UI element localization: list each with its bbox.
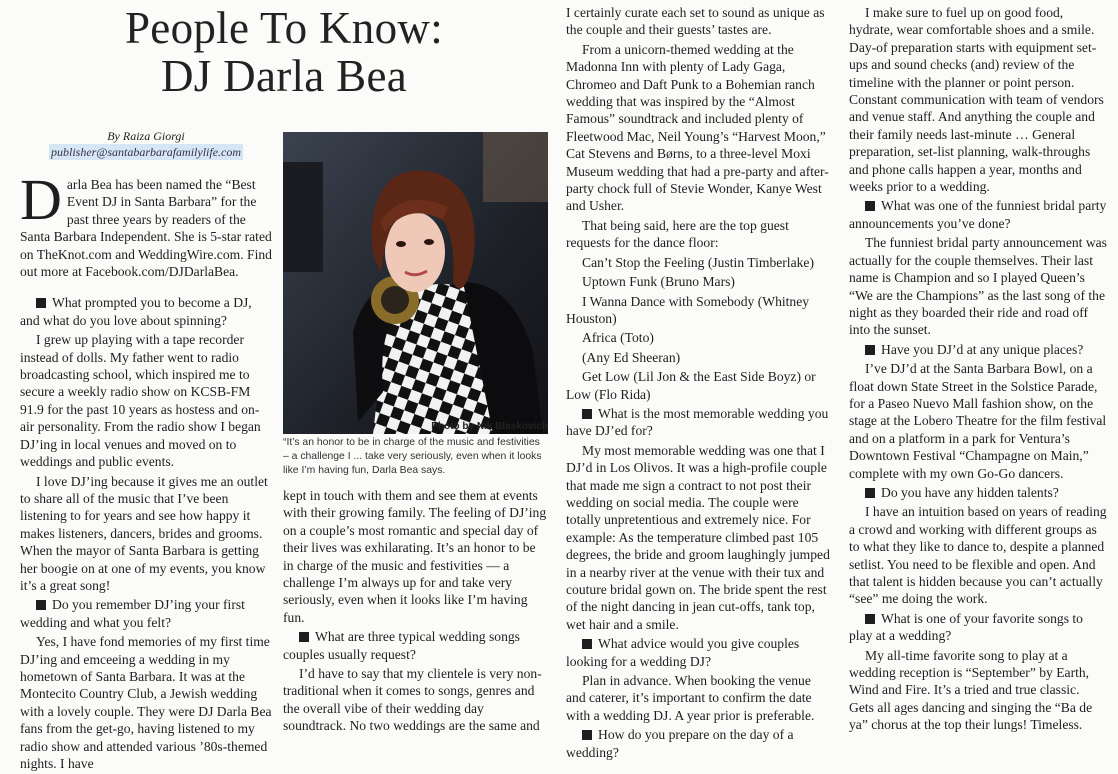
question-7 — [849, 197, 1107, 232]
question-text: What was one of the funniest bridal party announcements you’ve done? — [849, 198, 1107, 231]
answer-3a: I’d have to say that my clientele is very non-traditional when it comes to songs, genres and the overall vibe of their wedding day soundtrack. No two weddings are the same and — [283, 666, 542, 734]
square-bullet-icon — [865, 614, 875, 624]
question-3 — [283, 628, 548, 663]
column-3 — [566, 4, 830, 763]
darla-bea-photo — [283, 132, 548, 434]
answer-6: I make sure to fuel up on good food, hydrate, wear comfortable shoes and a smile. Day-of preparation starts with equipment set-ups and sound checks (and) review of the timeline with the planner or point person. Constant communication with team of vendors and venue staff. And anything the couple and their family needs last-minute … General preparation, set-list planning, walk-throughs and phone calls happen a year, months and weeks prior to a wedding. — [849, 5, 1104, 195]
square-bullet-icon — [582, 409, 592, 419]
answer-3c: From a unicorn-themed wedding at the Madonna Inn with plenty of Lady Gaga, Chromeo and Daft Punk to a Bohemian ranch wedding that was inspired by the “Almost Famous” soundtrack and included plenty of Fleetwood Mac, Neil Young’s “Harvest Moon,” Cat Stevens and Børns, to a three-level Moxi Museum wedding that had a pre-party and after-party chock full of Stevie Wonder, Kanye West and Usher. — [566, 41, 829, 214]
answer-8: I’ve DJ’d at the Santa Barbara Bowl, on a float down State Street in the Solstice Parade, for a Paseo Nuevo Mall fashion show, on the stage at the Lobero Theatre for the film festival and on a platform in a park for Ventura’s Downtown Festival “Champagne on Main,” complete with my own Go-Go dancers. — [849, 361, 1107, 481]
answer-3d: That being said, here are the top guest requests for the dance floor: — [566, 217, 789, 251]
portrait-illustration — [283, 132, 548, 434]
square-bullet-icon — [865, 488, 875, 498]
answer-1b: I love DJ’ing because it gives me an outlet to share all of the music that I’ve been listening to for years and see how happy it makes listeners, dancers, brides and grooms. When the mayor of Santa Barbara is getting her boogie on at one of my events, you know it’s a great song! — [20, 473, 268, 593]
byline: By Raiza Giorgi — [107, 129, 185, 143]
intro-text: arla Bea has been named the “Best Event DJ in Santa Barbara” for the past three years by readers of the Santa Barbara Independent. She is 5-star rated on TheKnot.com and WeddingWire.com. Find out more at Facebook.com/DJDarlaBea. — [20, 177, 272, 280]
answer-2a: Yes, I have fond memories of my first time DJ’ing and emceeing a wedding in my hometown of Santa Barbara. It was at the Montecito Country Club, a Jewish wedding with a lovely couple. They were DJ Darla Bea fans from the get-go, having listened to my radio show and attended various ’80s-themed nights. I have — [20, 634, 272, 771]
question-text: Have you DJ’d at any unique places? — [881, 341, 1084, 357]
square-bullet-icon — [865, 201, 875, 211]
square-bullet-icon — [582, 730, 592, 740]
question-1 — [20, 294, 272, 329]
column-2 — [283, 487, 548, 737]
drop-cap: D — [20, 167, 62, 232]
answer-4: My most memorable wedding was one that I DJ’d in Los Olivos. It was a high-profile couple that made me sign a contract to not post their wedding on social media. The couple were totally unpretentious and extremely nice. For example: As the temperature climbed past 105 degrees, the bride and groom laughingly jumped in a nearby river at the venue with their tux and couture bridal gown on. The bride spent the rest of the night dancing in jean cut-offs, tank top, wet hair and a smile. — [566, 442, 830, 632]
photo-caption: “It’s an honor to be in charge of the music and festivities – a challenge I ... take very seriously, even when it looks like I’m having fun, Darla Bea says. — [283, 437, 542, 476]
song-list-item: Uptown Funk (Bruno Mars) — [582, 274, 735, 290]
answer-10: My all-time favorite song to play at a wedding reception is “September” by Earth, Wind and Fire. It’s a tried and true classic. Gets all ages dancing and singing the “Ba de ya” chorus at the top their lungs! Timeless. — [849, 647, 1093, 733]
answer-1a: I grew up playing with a tape recorder instead of dolls. My father went to radio broadcasting school, which inspired me to secure a weekly radio show on KCSB-FM 91.9 for the past 10 years as hostess and on-air personality. From the radio show I began DJ’ing in local venues and moved on to weddings and public events. — [20, 332, 261, 470]
photo-credit: Photo by Nik Blaskovich — [431, 421, 548, 432]
square-bullet-icon — [299, 632, 309, 642]
question-text: What is one of your favorite songs to play at a wedding? — [849, 610, 1083, 644]
question-5 — [566, 635, 830, 670]
question-text: Do you remember DJ’ing your first wedding and what you felt? — [20, 597, 245, 630]
question-4 — [566, 405, 830, 440]
question-text: What advice would you give couples looking for a wedding DJ? — [566, 636, 800, 669]
column-1 — [20, 167, 272, 774]
song-list-item: (Any Ed Sheeran) — [582, 349, 681, 365]
question-text: Do you have any hidden talents? — [881, 484, 1059, 500]
answer-2b: kept in touch with them and see them at events with their growing family. The feeling of DJ’ing on a couple’s most romantic and special day of their lives was exhilarating. It’s an honor to be in charge of the music and festivities — a challenge I’m always up for and take very seriously, even when it looks like I’m having fun. — [283, 488, 547, 625]
intro-paragraph — [20, 167, 272, 280]
question-2 — [20, 596, 272, 631]
question-text: How do you prepare on the day of a wedding? — [566, 727, 794, 760]
title-line-2: DJ Darla Bea — [160, 51, 407, 101]
question-text: What prompted you to become a DJ, and what do you love about spinning? — [20, 295, 252, 328]
byline-block — [20, 128, 272, 160]
answer-7: The funniest bridal party announcement was actually for the couple themselves. Their last name is Champion and so I played Queen’s “We are the Champions” as the last song of the night as they boarded their ride and road off into the sunset. — [849, 235, 1107, 338]
song-list-item: Get Low (Lil Jon & the East Side Boyz) or Low (Flo Rida) — [566, 369, 816, 402]
square-bullet-icon — [582, 639, 592, 649]
title-line-1: People To Know: — [124, 3, 443, 53]
column-4 — [849, 4, 1107, 736]
question-text: What are three typical wedding songs couples usually request? — [283, 629, 520, 662]
question-text: What is the most memorable wedding you have DJ’ed for? — [566, 405, 829, 439]
article-title — [20, 4, 548, 100]
question-8 — [849, 341, 1107, 358]
song-list-item: Africa (Toto) — [582, 330, 654, 346]
answer-9: I have an intuition based on years of reading a crowd and working with different groups as to what they like to dance to, despite a planned setlist. You need to be flexible and open. And that talent is hidden because you can’t actually “see” me doing the work. — [849, 504, 1107, 607]
answer-5: Plan in advance. When booking the venue and caterer, it’s important to confirm the date with a wedding DJ. A year prior is preferable. — [566, 673, 815, 723]
question-6 — [566, 726, 830, 761]
question-10 — [849, 610, 1107, 645]
question-9 — [849, 484, 1107, 501]
song-list-item: I Wanna Dance with Somebody (Whitney Houston) — [566, 293, 810, 326]
author-email-link[interactable]: publisher@santabarbarafamilylife.com — [50, 145, 242, 159]
song-list-item: Can’t Stop the Feeling (Justin Timberlake) — [582, 254, 814, 270]
square-bullet-icon — [36, 600, 46, 610]
square-bullet-icon — [36, 298, 46, 308]
answer-3b: I certainly curate each set to sound as unique as the couple and their guests’ tastes are. — [566, 5, 825, 38]
square-bullet-icon — [865, 345, 875, 355]
